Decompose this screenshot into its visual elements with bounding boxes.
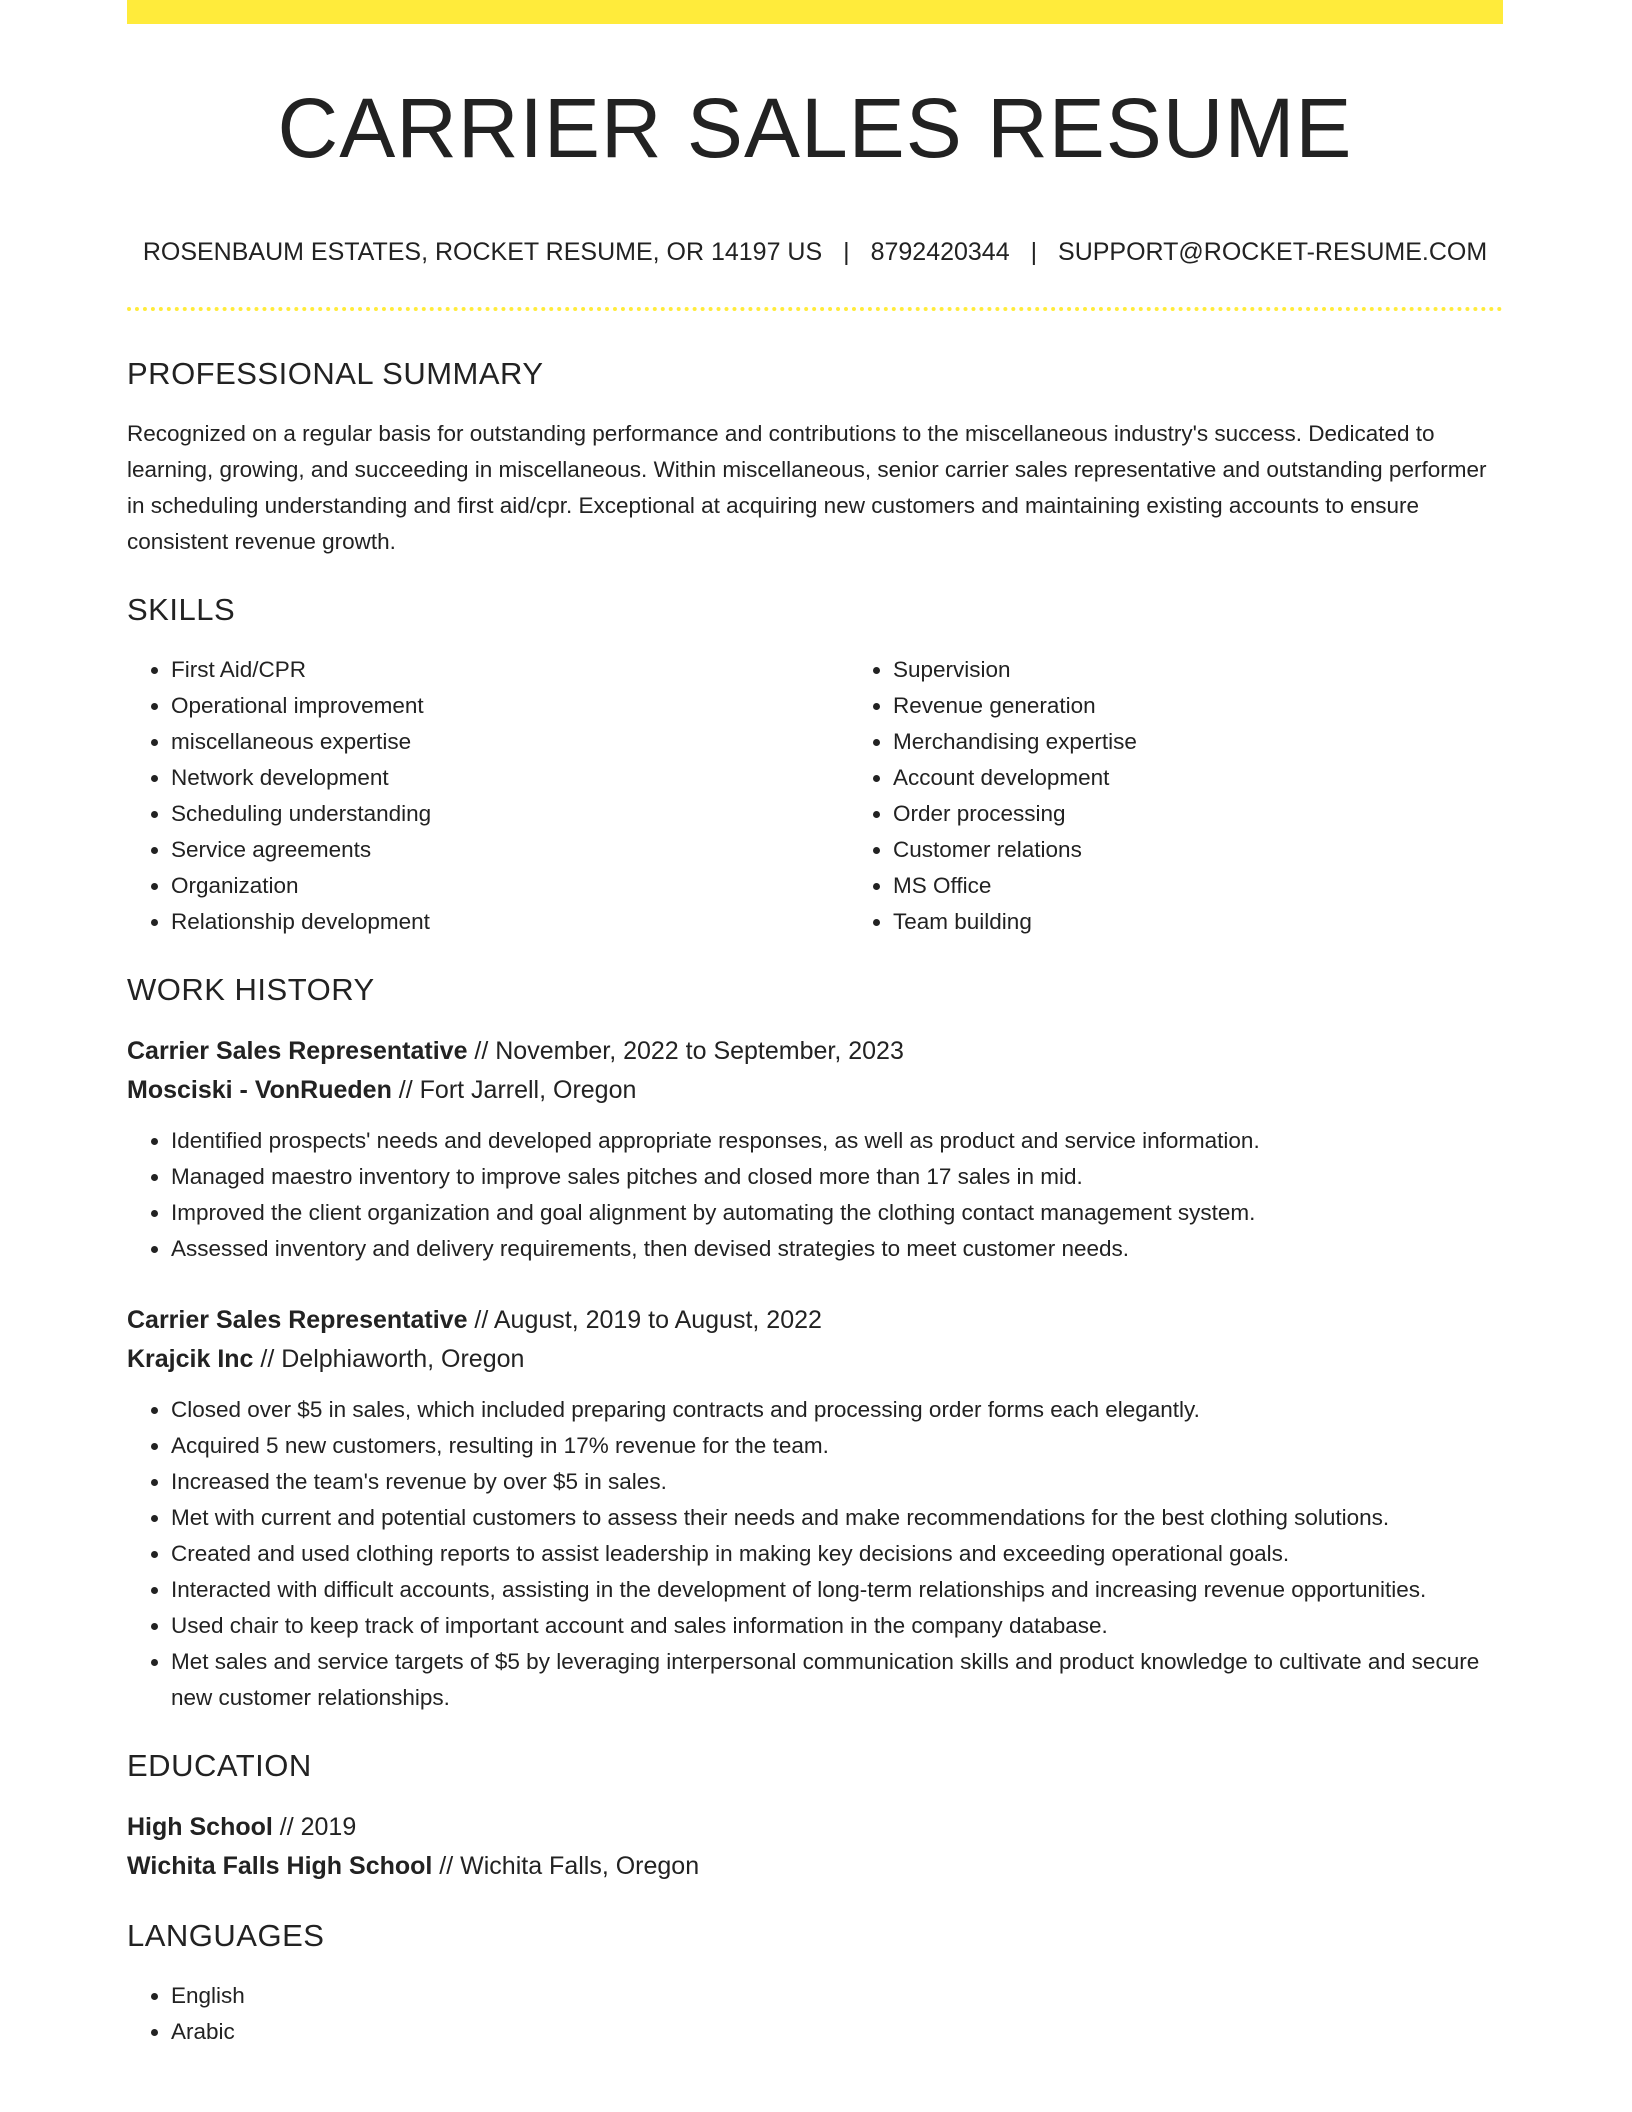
skill-item: • Operational improvement	[171, 688, 849, 724]
education-year: // 2019	[272, 1813, 357, 1841]
job-bullet: • Closed over $5 in sales, which included preparing contracts and processing order forms each elegantly.	[171, 1392, 1503, 1428]
job-title-line	[127, 1032, 1503, 1071]
dotted-divider	[127, 307, 1503, 311]
education-heading: EDUCATION	[127, 1748, 312, 1783]
job-bullets	[127, 1123, 1503, 1267]
skill-item: • Merchandising expertise	[893, 724, 1571, 760]
skills-grid	[127, 652, 1503, 940]
skill-item: • Scheduling understanding	[171, 796, 849, 832]
job-bullet: • Acquired 5 new customers, resulting in 17% revenue for the team.	[171, 1428, 1503, 1464]
job-company: Mosciski - VonRueden	[127, 1076, 392, 1104]
contact-line	[127, 238, 1503, 267]
contact-email: SUPPORT@ROCKET-RESUME.COM	[1058, 238, 1488, 266]
job-dates: // August, 2019 to August, 2022	[467, 1306, 822, 1334]
skill-item: • Customer relations	[893, 832, 1571, 868]
education-degree-line	[127, 1808, 1503, 1847]
job-bullet: • Created and used clothing reports to assist leadership in making key decisions and exceeding operational goals.	[171, 1536, 1503, 1572]
work-heading: WORK HISTORY	[127, 972, 375, 1007]
skill-item: • Order processing	[893, 796, 1571, 832]
contact-separator: |	[843, 238, 850, 266]
skill-item: • Network development	[171, 760, 849, 796]
skill-item: • Organization	[171, 868, 849, 904]
job-bullet: • Met with current and potential customers to assess their needs and make recommendations for the best clothing solutions.	[171, 1500, 1503, 1536]
job-bullet: • Managed maestro inventory to improve sales pitches and closed more than 17 sales in mid.	[171, 1159, 1503, 1195]
skill-item: • Team building	[893, 904, 1571, 940]
resume-title: CARRIER SALES RESUME	[277, 81, 1353, 175]
languages-heading: LANGUAGES	[127, 1918, 325, 1953]
education-degree: High School	[127, 1813, 273, 1841]
job-title: Carrier Sales Representative	[127, 1037, 468, 1065]
education-entry	[127, 1808, 1503, 1886]
job-dates: // November, 2022 to September, 2023	[467, 1037, 904, 1065]
skill-item: • MS Office	[893, 868, 1571, 904]
education-school-line	[127, 1847, 1503, 1886]
job-location: // Delphiaworth, Oregon	[253, 1345, 525, 1373]
job-bullet: • Increased the team's revenue by over $5 in sales.	[171, 1464, 1503, 1500]
job-bullets	[127, 1392, 1503, 1716]
job-company-line	[127, 1071, 1503, 1110]
job-bullet: • Interacted with difficult accounts, assisting in the development of long-term relationships and increasing revenue opportunities.	[171, 1572, 1503, 1608]
skill-item: • Relationship development	[171, 904, 849, 940]
contact-address: ROSENBAUM ESTATES, ROCKET RESUME, OR 14197 US	[142, 238, 823, 266]
skills-left-list	[127, 652, 849, 940]
resume-content	[127, 352, 1503, 2050]
summary-heading: PROFESSIONAL SUMMARY	[127, 356, 544, 391]
top-accent-bar	[127, 0, 1503, 24]
education-school: Wichita Falls High School	[127, 1852, 433, 1880]
job-company-line	[127, 1340, 1503, 1379]
skills-heading: SKILLS	[127, 592, 236, 627]
job-entry	[127, 1032, 1503, 1267]
job-title: Carrier Sales Representative	[127, 1306, 468, 1334]
job-bullet: • Identified prospects' needs and developed appropriate responses, as well as product and service information.	[171, 1123, 1503, 1159]
skill-item: • Service agreements	[171, 832, 849, 868]
job-bullet: • Improved the client organization and goal alignment by automating the clothing contact management system.	[171, 1195, 1503, 1231]
skill-item: • miscellaneous expertise	[171, 724, 849, 760]
skill-item: • Revenue generation	[893, 688, 1571, 724]
job-company: Krajcik Inc	[127, 1345, 254, 1373]
language-item: • English	[171, 1978, 1503, 2014]
language-item: • Arabic	[171, 2014, 1503, 2050]
skill-item: • Supervision	[893, 652, 1571, 688]
job-location: // Fort Jarrell, Oregon	[391, 1076, 637, 1104]
job-entry	[127, 1301, 1503, 1716]
languages-list	[127, 1978, 1503, 2050]
job-bullet: • Assessed inventory and delivery requirements, then devised strategies to meet customer needs.	[171, 1231, 1503, 1267]
contact-separator: |	[1030, 238, 1038, 266]
contact-phone: 8792420344	[870, 238, 1010, 266]
summary-text: Recognized on a regular basis for outstanding performance and contributions to the miscellaneous industry's success. Dedicated to learning, growing, and succeeding in miscellaneous. Within miscellaneous, senior carrier sales representative and outstanding performer in scheduling understanding and first aid/cpr. Exceptional at acquiring new customers and maintaining existing accounts to ensure consistent revenue growth.	[127, 421, 1487, 554]
skill-item: • First Aid/CPR	[171, 652, 849, 688]
education-location: // Wichita Falls, Oregon	[432, 1852, 700, 1880]
job-title-line	[127, 1301, 1503, 1340]
skills-right-list	[849, 652, 1571, 940]
skill-item: • Account development	[893, 760, 1571, 796]
job-bullet: • Used chair to keep track of important account and sales information in the company database.	[171, 1608, 1503, 1644]
job-bullet: • Met sales and service targets of $5 by leveraging interpersonal communication skills and product knowledge to cultivate and secure new customer relationships.	[171, 1644, 1503, 1716]
